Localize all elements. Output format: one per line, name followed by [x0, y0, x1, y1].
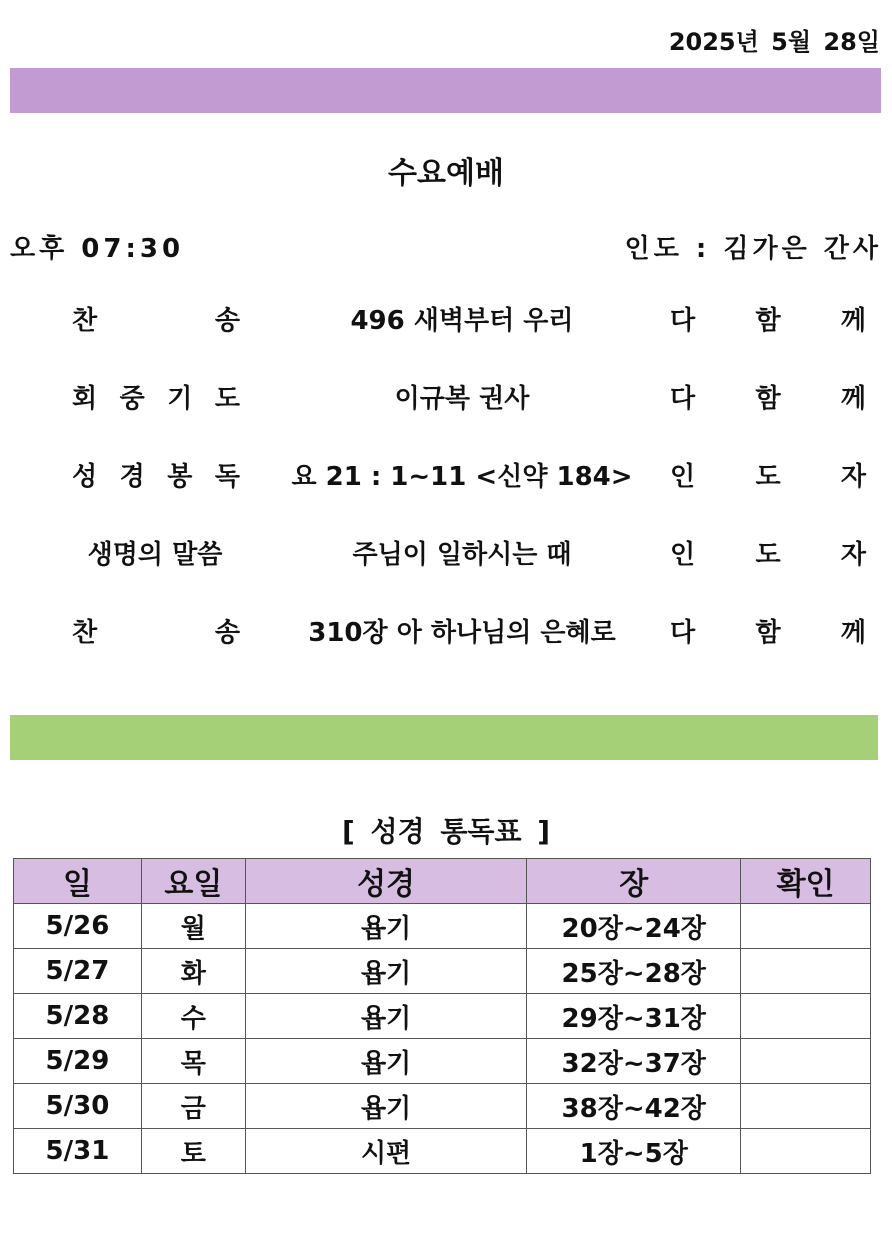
cell-chapters: 29장~31장 — [527, 994, 741, 1039]
cell-day: 5/26 — [14, 904, 142, 949]
name-char: 경 — [119, 462, 145, 492]
name-char: 독 — [214, 462, 240, 492]
performer-char: 자 — [840, 540, 866, 570]
performer-char: 께 — [840, 384, 866, 414]
cell-chapters: 38장~42장 — [527, 1084, 741, 1129]
name-char: 송 — [214, 306, 240, 336]
cell-weekday: 월 — [141, 904, 245, 949]
performer-char: 함 — [755, 618, 781, 648]
order-row — [0, 534, 892, 574]
name-char: 봉 — [167, 462, 193, 492]
order-item-performer — [670, 300, 866, 337]
performer-char: 께 — [840, 306, 866, 336]
order-item-performer — [670, 534, 866, 571]
performer-char: 자 — [840, 462, 866, 492]
performer-char: 인 — [670, 540, 696, 570]
order-item-content: 310장 아 하나님의 은혜로 — [308, 618, 616, 648]
cell-book: 욥기 — [245, 904, 527, 949]
performer-char: 함 — [755, 384, 781, 414]
table-header-row — [14, 859, 871, 904]
header-chapters: 장 — [527, 859, 741, 904]
service-title: 수요예배 — [388, 156, 504, 191]
cell-book: 욥기 — [245, 1084, 527, 1129]
service-leader: 인도 : 김가은 간사 — [624, 234, 882, 264]
reading-table-title: [ 성경 통독표 ] — [341, 815, 551, 848]
performer-char: 함 — [755, 306, 781, 336]
cell-day: 5/30 — [14, 1084, 142, 1129]
order-item-performer — [670, 612, 866, 649]
cell-book: 시편 — [245, 1129, 527, 1174]
cell-chapters: 25장~28장 — [527, 949, 741, 994]
order-item-content: 이규복 권사 — [394, 384, 530, 414]
order-item-content: 496 새벽부터 우리 — [350, 306, 574, 336]
cell-check[interactable] — [741, 994, 871, 1039]
table-row — [14, 1129, 871, 1174]
table-row — [14, 1039, 871, 1084]
purple-divider-bar — [10, 68, 881, 113]
name-char: 회 — [72, 384, 98, 414]
cell-day: 5/28 — [14, 994, 142, 1039]
cell-weekday: 수 — [141, 994, 245, 1039]
name-char: 찬 — [72, 618, 98, 648]
table-row — [14, 1084, 871, 1129]
name-char: 성 — [72, 462, 98, 492]
cell-weekday: 화 — [141, 949, 245, 994]
cell-book: 욥기 — [245, 994, 527, 1039]
table-row — [14, 904, 871, 949]
performer-char: 도 — [755, 540, 781, 570]
order-item-name — [72, 300, 240, 337]
header-book: 성경 — [245, 859, 527, 904]
header-weekday: 요일 — [141, 859, 245, 904]
order-item-content: 주님이 일하시는 때 — [352, 540, 572, 570]
cell-book: 욥기 — [245, 1039, 527, 1084]
name-char: 송 — [214, 618, 240, 648]
cell-check[interactable] — [741, 1084, 871, 1129]
order-item-performer — [670, 378, 866, 415]
name-char: 도 — [214, 384, 240, 414]
cell-book: 욥기 — [245, 949, 527, 994]
green-divider-bar — [10, 715, 878, 760]
order-item-performer — [670, 456, 866, 493]
service-time: 오후 07:30 — [10, 234, 185, 264]
bulletin-date: 2025년 5월 28일 — [668, 28, 880, 56]
cell-weekday: 토 — [141, 1129, 245, 1174]
cell-check[interactable] — [741, 1129, 871, 1174]
cell-chapters: 32장~37장 — [527, 1039, 741, 1084]
order-item-content: 요 21 : 1~11 <신약 184> — [291, 462, 633, 492]
name-char: 중 — [119, 384, 145, 414]
performer-char: 다 — [670, 384, 696, 414]
cell-day: 5/27 — [14, 949, 142, 994]
name-char: 기 — [167, 384, 193, 414]
cell-day: 5/31 — [14, 1129, 142, 1174]
cell-weekday: 목 — [141, 1039, 245, 1084]
performer-char: 께 — [840, 618, 866, 648]
order-item-name — [72, 456, 240, 493]
performer-char: 다 — [670, 306, 696, 336]
order-item-name — [72, 378, 240, 415]
table-row — [14, 994, 871, 1039]
cell-chapters: 20장~24장 — [527, 904, 741, 949]
cell-check[interactable] — [741, 1039, 871, 1084]
header-day: 일 — [14, 859, 142, 904]
cell-day: 5/29 — [14, 1039, 142, 1084]
order-row — [0, 612, 892, 652]
header-check: 확인 — [741, 859, 871, 904]
performer-char: 다 — [670, 618, 696, 648]
performer-char: 도 — [755, 462, 781, 492]
order-row — [0, 378, 892, 418]
name-char: 찬 — [72, 306, 98, 336]
order-row — [0, 300, 892, 340]
name-text: 생명의 말씀 — [87, 540, 223, 570]
table-row — [14, 949, 871, 994]
cell-weekday: 금 — [141, 1084, 245, 1129]
cell-check[interactable] — [741, 949, 871, 994]
cell-chapters: 1장~5장 — [527, 1129, 741, 1174]
cell-check[interactable] — [741, 904, 871, 949]
order-item-name — [40, 534, 270, 571]
order-row — [0, 456, 892, 496]
order-item-name — [72, 612, 240, 649]
reading-table — [13, 858, 871, 1174]
performer-char: 인 — [670, 462, 696, 492]
